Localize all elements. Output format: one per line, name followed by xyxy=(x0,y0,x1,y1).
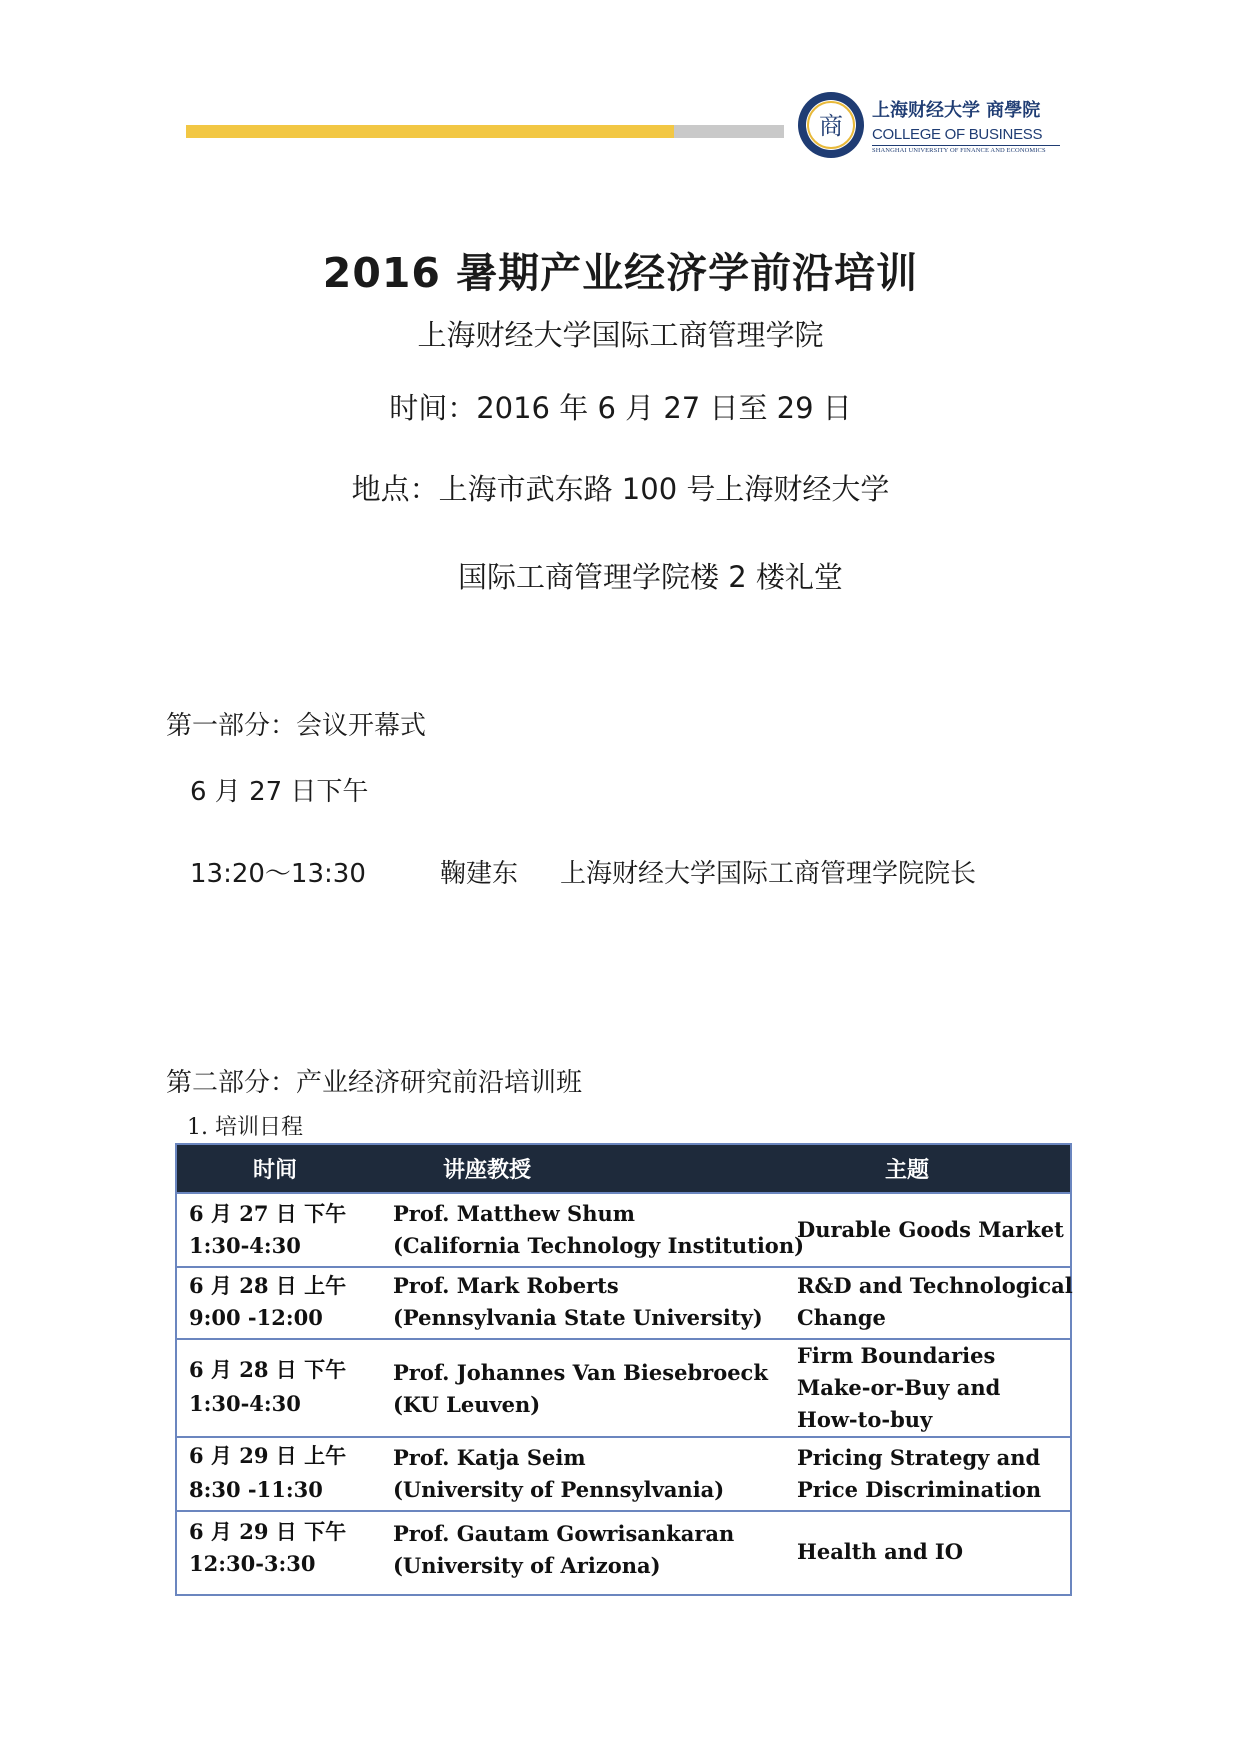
logo-text-university: SHANGHAI UNIVERSITY OF FINANCE AND ECONOMICS xyxy=(872,147,1046,154)
event-place-line1: 地点：上海市武东路 100 号上海财经大学 xyxy=(351,472,890,506)
row-institution: (Pennsylvania State University) xyxy=(393,1305,763,1330)
row-professor: Prof. Gautam Gowrisankaran xyxy=(393,1521,735,1546)
table-row xyxy=(177,1192,1070,1266)
row-professor: Prof. Johannes Van Biesebroeck xyxy=(393,1360,768,1385)
part1-time: 13:20～13:30 xyxy=(190,859,366,889)
table-header xyxy=(177,1145,1070,1192)
row-date: 6 月 28 日 上午 xyxy=(189,1273,347,1298)
table-row xyxy=(177,1266,1073,1338)
row-hours: 9:00 -12:00 xyxy=(189,1305,323,1330)
row-topic-line2: Change xyxy=(797,1305,886,1330)
part2-heading: 第二部分：产业经济研究前沿培训班 xyxy=(166,1068,583,1098)
event-time: 时间：2016 年 6 月 27 日至 29 日 xyxy=(389,391,852,425)
row-topic: R&D and Technological xyxy=(797,1273,1073,1298)
row-institution: (University of Arizona) xyxy=(393,1553,661,1578)
organizer: 上海财经大学国际工商管理学院 xyxy=(417,318,824,352)
row-institution: (University of Pennsylvania) xyxy=(393,1477,725,1502)
document-title: 2016 暑期产业经济学前沿培训 xyxy=(322,249,919,297)
row-topic: Pricing Strategy and xyxy=(797,1445,1041,1470)
row-hours: 8:30 -11:30 xyxy=(189,1477,323,1502)
schedule-label: 1. 培训日程 xyxy=(187,1115,303,1140)
logo-rule xyxy=(872,145,1060,146)
row-professor: Prof. Mark Roberts xyxy=(393,1273,619,1298)
part1-speaker: 鞠建东 xyxy=(440,859,519,889)
table-row xyxy=(177,1436,1070,1510)
row-hours: 12:30-3:30 xyxy=(189,1551,316,1576)
column-header-topic: 主题 xyxy=(885,1158,930,1183)
row-hours: 1:30-4:30 xyxy=(189,1233,301,1258)
schedule-table xyxy=(175,1143,1072,1596)
row-professor: Prof. Katja Seim xyxy=(393,1445,586,1470)
row-topic: Durable Goods Market xyxy=(797,1217,1064,1242)
column-header-time: 时间 xyxy=(253,1158,298,1183)
row-date: 6 月 29 日 上午 xyxy=(189,1443,347,1468)
table-row xyxy=(177,1510,1070,1594)
row-topic: Health and IO xyxy=(797,1539,964,1564)
event-place-line2: 国际工商管理学院楼 2 楼礼堂 xyxy=(458,560,843,594)
row-topic-line2: Price Discrimination xyxy=(797,1477,1042,1502)
header-gray-bar xyxy=(674,125,784,138)
row-hours: 1:30-4:30 xyxy=(189,1391,301,1416)
seal-char: 商 xyxy=(819,112,843,140)
table-row xyxy=(177,1338,1070,1436)
row-date: 6 月 27 日 下午 xyxy=(189,1201,347,1226)
part1-speaker-role: 上海财经大学国际工商管理学院院长 xyxy=(560,859,977,889)
logo-text-english: COLLEGE OF BUSINESS xyxy=(872,126,1043,143)
logo-text-chinese: 上海财经大学 商學院 xyxy=(872,100,1041,121)
part1-date: 6 月 27 日下午 xyxy=(190,777,369,807)
column-header-professor: 讲座教授 xyxy=(443,1158,532,1183)
college-logo xyxy=(796,90,1066,162)
row-institution: (California Technology Institution) xyxy=(393,1233,805,1258)
row-topic-line3: How-to-buy xyxy=(797,1407,933,1432)
row-professor: Prof. Matthew Shum xyxy=(393,1201,635,1226)
university-seal-icon xyxy=(796,90,866,160)
row-date: 6 月 29 日 下午 xyxy=(189,1519,347,1544)
row-topic: Firm Boundaries xyxy=(797,1343,996,1368)
header-yellow-bar xyxy=(186,125,674,138)
row-institution: (KU Leuven) xyxy=(393,1392,541,1417)
row-topic-line2: Make-or-Buy and xyxy=(797,1375,1001,1400)
part1-heading: 第一部分：会议开幕式 xyxy=(166,711,427,741)
row-date: 6 月 28 日 下午 xyxy=(189,1357,347,1382)
